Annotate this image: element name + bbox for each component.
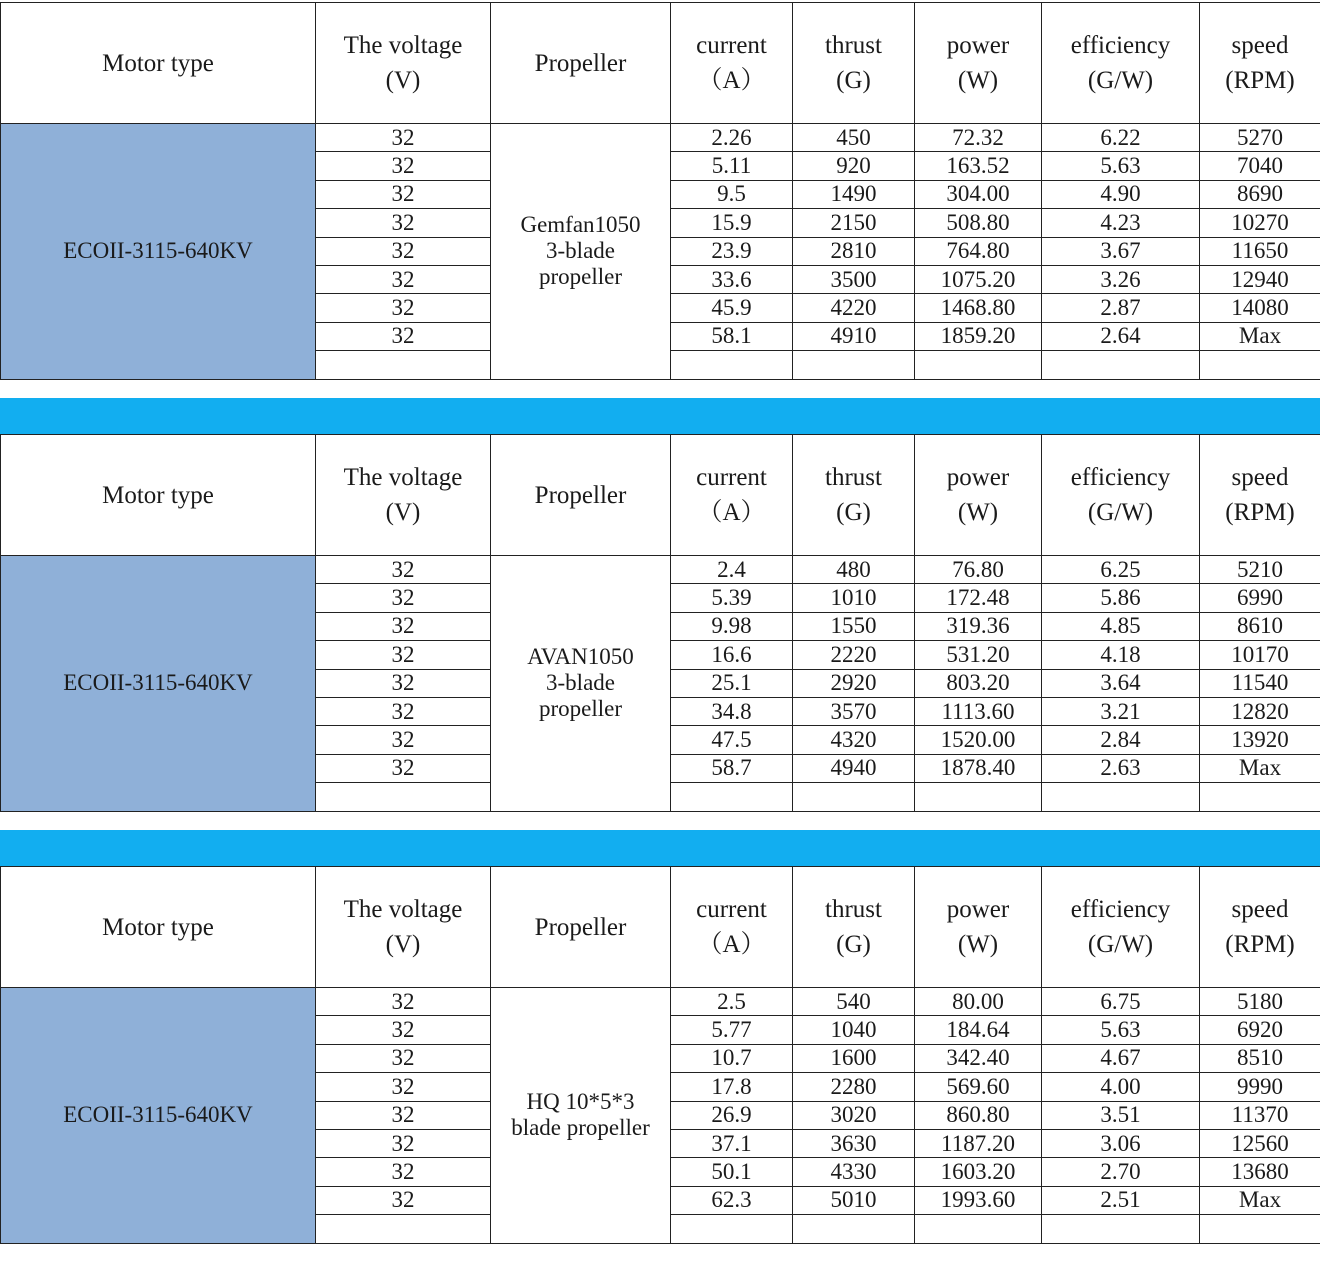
cell-line: speed xyxy=(1231,896,1289,923)
voltage-cell: 32 xyxy=(316,988,491,1016)
cell-line: (V) xyxy=(385,499,421,526)
efficiency-cell: 4.67 xyxy=(1042,1044,1200,1072)
voltage-cell: 32 xyxy=(316,322,491,350)
voltage-cell: 32 xyxy=(316,1186,491,1214)
voltage-cell: 32 xyxy=(316,556,491,584)
cell-line: speed xyxy=(1231,464,1289,491)
cell-line: thrust xyxy=(825,32,882,59)
current-cell: 2.4 xyxy=(671,556,793,584)
cell-line: (G/W) xyxy=(1087,499,1154,526)
thrust-cell: 2220 xyxy=(793,641,915,669)
cell-line: (V) xyxy=(385,67,421,94)
thrust-cell: 4910 xyxy=(793,322,915,350)
current-cell: 58.1 xyxy=(671,322,793,350)
cell-line: 3-blade xyxy=(546,238,615,264)
efficiency-cell: 6.25 xyxy=(1042,556,1200,584)
thrust-cell: 1550 xyxy=(793,612,915,640)
current-cell: 26.9 xyxy=(671,1101,793,1129)
cell-line: (W) xyxy=(957,499,999,526)
power-cell: 184.64 xyxy=(915,1016,1042,1044)
speed-cell xyxy=(1200,351,1320,379)
power-cell: 1878.40 xyxy=(915,754,1042,782)
speed-cell: 8610 xyxy=(1200,612,1320,640)
current-cell: 37.1 xyxy=(671,1129,793,1157)
thrust-cell: 4330 xyxy=(793,1158,915,1186)
cell-line: thrust xyxy=(825,896,882,923)
power-cell xyxy=(915,1215,1042,1243)
voltage-cell xyxy=(316,351,491,379)
voltage-cell: 32 xyxy=(316,1073,491,1101)
voltage-cell: 32 xyxy=(316,152,491,180)
power-cell: 1859.20 xyxy=(915,322,1042,350)
power-header xyxy=(915,867,1042,988)
speed-cell: Max xyxy=(1200,1186,1320,1214)
test-table xyxy=(0,434,1320,812)
efficiency-cell: 4.85 xyxy=(1042,612,1200,640)
efficiency-cell: 2.70 xyxy=(1042,1158,1200,1186)
efficiency-cell: 3.67 xyxy=(1042,237,1200,265)
current-cell: 15.9 xyxy=(671,209,793,237)
efficiency-cell xyxy=(1042,783,1200,811)
efficiency-cell: 5.63 xyxy=(1042,1016,1200,1044)
efficiency-cell: 4.90 xyxy=(1042,180,1200,208)
current-cell xyxy=(671,783,793,811)
thrust-cell: 3020 xyxy=(793,1101,915,1129)
power-cell: 1075.20 xyxy=(915,265,1042,293)
thrust-cell: 480 xyxy=(793,556,915,584)
current-cell: 5.77 xyxy=(671,1016,793,1044)
voltage-cell: 32 xyxy=(316,641,491,669)
current-cell xyxy=(671,351,793,379)
speed-cell: 12820 xyxy=(1200,697,1320,725)
cell-line: current xyxy=(696,464,767,491)
current-cell: 10.7 xyxy=(671,1044,793,1072)
power-cell: 172.48 xyxy=(915,584,1042,612)
efficiency-cell: 2.51 xyxy=(1042,1186,1200,1214)
efficiency-cell xyxy=(1042,1215,1200,1243)
cell-line: (RPM) xyxy=(1225,931,1295,958)
propeller-cell xyxy=(491,556,671,812)
motor-type-header: Motor type xyxy=(1,3,316,124)
voltage-cell: 32 xyxy=(316,612,491,640)
speed-cell: 11540 xyxy=(1200,669,1320,697)
current-cell xyxy=(671,1215,793,1243)
current-header xyxy=(671,867,793,988)
voltage-cell: 32 xyxy=(316,124,491,152)
cell-line: (G) xyxy=(836,931,871,958)
power-cell: 569.60 xyxy=(915,1073,1042,1101)
voltage-cell xyxy=(316,783,491,811)
current-cell: 50.1 xyxy=(671,1158,793,1186)
cell-line: HQ 10*5*3 xyxy=(526,1089,635,1115)
current-cell: 45.9 xyxy=(671,294,793,322)
cell-line: current xyxy=(696,32,767,59)
voltage-header xyxy=(316,867,491,988)
cell-line: power xyxy=(946,32,1010,59)
voltage-header xyxy=(316,435,491,556)
voltage-cell xyxy=(316,1215,491,1243)
voltage-cell: 32 xyxy=(316,754,491,782)
current-cell: 2.26 xyxy=(671,124,793,152)
speed-cell: 8510 xyxy=(1200,1044,1320,1072)
header-row xyxy=(1,867,1320,988)
efficiency-cell: 2.84 xyxy=(1042,726,1200,754)
cell-line: （A） xyxy=(697,499,766,526)
cell-line: （A） xyxy=(697,67,766,94)
thrust-cell: 1490 xyxy=(793,180,915,208)
cell-line: propeller xyxy=(538,264,622,290)
power-cell xyxy=(915,351,1042,379)
voltage-cell: 32 xyxy=(316,669,491,697)
power-cell: 764.80 xyxy=(915,237,1042,265)
power-cell: 1113.60 xyxy=(915,697,1042,725)
voltage-cell: 32 xyxy=(316,209,491,237)
section-separator xyxy=(0,830,1320,866)
voltage-cell: 32 xyxy=(316,584,491,612)
speed-cell: 10170 xyxy=(1200,641,1320,669)
current-cell: 9.98 xyxy=(671,612,793,640)
speed-header xyxy=(1200,435,1320,556)
efficiency-cell: 4.18 xyxy=(1042,641,1200,669)
efficiency-cell: 2.87 xyxy=(1042,294,1200,322)
cell-line: efficiency xyxy=(1070,32,1171,59)
speed-cell: 13680 xyxy=(1200,1158,1320,1186)
speed-cell: 6990 xyxy=(1200,584,1320,612)
efficiency-cell: 4.00 xyxy=(1042,1073,1200,1101)
test-table xyxy=(0,2,1320,380)
current-cell: 47.5 xyxy=(671,726,793,754)
cell-line: 3-blade xyxy=(546,670,615,696)
cell-line: (RPM) xyxy=(1225,499,1295,526)
speed-header xyxy=(1200,867,1320,988)
speed-cell: Max xyxy=(1200,322,1320,350)
thrust-cell xyxy=(793,1215,915,1243)
efficiency-header xyxy=(1042,435,1200,556)
speed-cell: 13920 xyxy=(1200,726,1320,754)
speed-cell: 11370 xyxy=(1200,1101,1320,1129)
current-cell: 34.8 xyxy=(671,697,793,725)
header-row xyxy=(1,3,1320,124)
cell-line: (G/W) xyxy=(1087,67,1154,94)
efficiency-cell: 3.64 xyxy=(1042,669,1200,697)
speed-header xyxy=(1200,3,1320,124)
thrust-cell: 1040 xyxy=(793,1016,915,1044)
cell-line: (V) xyxy=(385,931,421,958)
efficiency-cell: 4.23 xyxy=(1042,209,1200,237)
power-cell: 1187.20 xyxy=(915,1129,1042,1157)
thrust-cell: 3500 xyxy=(793,265,915,293)
power-cell: 72.32 xyxy=(915,124,1042,152)
efficiency-cell: 2.64 xyxy=(1042,322,1200,350)
power-cell: 163.52 xyxy=(915,152,1042,180)
thrust-cell: 540 xyxy=(793,988,915,1016)
cell-line: thrust xyxy=(825,464,882,491)
current-cell: 2.5 xyxy=(671,988,793,1016)
propeller-header: Propeller xyxy=(491,3,671,124)
power-cell: 860.80 xyxy=(915,1101,1042,1129)
cell-line: blade propeller xyxy=(511,1115,650,1141)
motor-type-header: Motor type xyxy=(1,435,316,556)
power-cell: 1603.20 xyxy=(915,1158,1042,1186)
efficiency-cell: 3.06 xyxy=(1042,1129,1200,1157)
table-row xyxy=(1,556,1320,584)
current-cell: 58.7 xyxy=(671,754,793,782)
thrust-cell: 1010 xyxy=(793,584,915,612)
cell-line: (W) xyxy=(957,931,999,958)
table-row xyxy=(1,988,1320,1016)
cell-line: (W) xyxy=(957,67,999,94)
speed-cell: 5270 xyxy=(1200,124,1320,152)
voltage-cell: 32 xyxy=(316,726,491,754)
speed-cell xyxy=(1200,783,1320,811)
speed-cell: 6920 xyxy=(1200,1016,1320,1044)
motor-type-header: Motor type xyxy=(1,867,316,988)
speed-cell: 10270 xyxy=(1200,209,1320,237)
cell-line: The voltage xyxy=(343,464,463,491)
cell-line: (RPM) xyxy=(1225,67,1295,94)
cell-line: current xyxy=(696,896,767,923)
voltage-cell: 32 xyxy=(316,294,491,322)
efficiency-cell: 5.86 xyxy=(1042,584,1200,612)
current-cell: 23.9 xyxy=(671,237,793,265)
power-header xyxy=(915,435,1042,556)
power-cell: 342.40 xyxy=(915,1044,1042,1072)
motor-type-cell: ECOII-3115-640KV xyxy=(1,556,316,812)
voltage-header xyxy=(316,3,491,124)
cell-line: (G) xyxy=(836,67,871,94)
propeller-header: Propeller xyxy=(491,435,671,556)
thrust-cell: 3630 xyxy=(793,1129,915,1157)
voltage-cell: 32 xyxy=(316,1101,491,1129)
thrust-cell: 3570 xyxy=(793,697,915,725)
current-cell: 25.1 xyxy=(671,669,793,697)
current-cell: 33.6 xyxy=(671,265,793,293)
cell-line: efficiency xyxy=(1070,896,1171,923)
voltage-cell: 32 xyxy=(316,180,491,208)
propeller-cell xyxy=(491,988,671,1244)
speed-cell xyxy=(1200,1215,1320,1243)
speed-cell: 7040 xyxy=(1200,152,1320,180)
voltage-cell: 32 xyxy=(316,1158,491,1186)
efficiency-cell: 3.21 xyxy=(1042,697,1200,725)
efficiency-cell: 2.63 xyxy=(1042,754,1200,782)
efficiency-header xyxy=(1042,867,1200,988)
speed-cell: 12940 xyxy=(1200,265,1320,293)
thrust-header xyxy=(793,3,915,124)
current-cell: 17.8 xyxy=(671,1073,793,1101)
current-cell: 16.6 xyxy=(671,641,793,669)
voltage-cell: 32 xyxy=(316,697,491,725)
thrust-cell: 5010 xyxy=(793,1186,915,1214)
thrust-cell: 2920 xyxy=(793,669,915,697)
thrust-cell: 2150 xyxy=(793,209,915,237)
current-cell: 62.3 xyxy=(671,1186,793,1214)
cell-line: (G) xyxy=(836,499,871,526)
power-cell: 1520.00 xyxy=(915,726,1042,754)
header-row xyxy=(1,435,1320,556)
thrust-cell: 2810 xyxy=(793,237,915,265)
efficiency-header xyxy=(1042,3,1200,124)
efficiency-cell: 6.22 xyxy=(1042,124,1200,152)
voltage-cell: 32 xyxy=(316,1016,491,1044)
thrust-cell: 4940 xyxy=(793,754,915,782)
cell-line: speed xyxy=(1231,32,1289,59)
speed-cell: 11650 xyxy=(1200,237,1320,265)
power-cell: 1468.80 xyxy=(915,294,1042,322)
power-cell: 803.20 xyxy=(915,669,1042,697)
current-cell: 9.5 xyxy=(671,180,793,208)
speed-cell: 8690 xyxy=(1200,180,1320,208)
motor-type-cell: ECOII-3115-640KV xyxy=(1,124,316,380)
thrust-header xyxy=(793,867,915,988)
propeller-cell xyxy=(491,124,671,380)
thrust-cell: 450 xyxy=(793,124,915,152)
thrust-cell: 4220 xyxy=(793,294,915,322)
table-row xyxy=(1,124,1320,152)
cell-line: The voltage xyxy=(343,896,463,923)
efficiency-cell: 3.51 xyxy=(1042,1101,1200,1129)
speed-cell: 12560 xyxy=(1200,1129,1320,1157)
cell-line: (G/W) xyxy=(1087,931,1154,958)
speed-cell: 5180 xyxy=(1200,988,1320,1016)
thrust-cell xyxy=(793,351,915,379)
thrust-cell: 2280 xyxy=(793,1073,915,1101)
current-cell: 5.39 xyxy=(671,584,793,612)
power-cell: 76.80 xyxy=(915,556,1042,584)
cell-line: power xyxy=(946,896,1010,923)
propeller-header: Propeller xyxy=(491,867,671,988)
cell-line: The voltage xyxy=(343,32,463,59)
current-header xyxy=(671,3,793,124)
thrust-cell: 4320 xyxy=(793,726,915,754)
cell-line: （A） xyxy=(697,931,766,958)
thrust-header xyxy=(793,435,915,556)
speed-cell: 9990 xyxy=(1200,1073,1320,1101)
voltage-cell: 32 xyxy=(316,1129,491,1157)
voltage-cell: 32 xyxy=(316,237,491,265)
power-cell: 531.20 xyxy=(915,641,1042,669)
thrust-cell: 1600 xyxy=(793,1044,915,1072)
section-separator xyxy=(0,398,1320,434)
speed-cell: Max xyxy=(1200,754,1320,782)
efficiency-cell xyxy=(1042,351,1200,379)
power-cell: 508.80 xyxy=(915,209,1042,237)
efficiency-cell: 5.63 xyxy=(1042,152,1200,180)
thrust-cell xyxy=(793,783,915,811)
voltage-cell: 32 xyxy=(316,265,491,293)
power-cell: 80.00 xyxy=(915,988,1042,1016)
cell-line: AVAN1050 xyxy=(527,644,634,670)
power-cell: 1993.60 xyxy=(915,1186,1042,1214)
thrust-cell: 920 xyxy=(793,152,915,180)
current-header xyxy=(671,435,793,556)
cell-line: propeller xyxy=(538,696,622,722)
efficiency-cell: 6.75 xyxy=(1042,988,1200,1016)
speed-cell: 14080 xyxy=(1200,294,1320,322)
motor-type-cell: ECOII-3115-640KV xyxy=(1,988,316,1244)
power-header xyxy=(915,3,1042,124)
speed-cell: 5210 xyxy=(1200,556,1320,584)
cell-line: efficiency xyxy=(1070,464,1171,491)
power-cell xyxy=(915,783,1042,811)
efficiency-cell: 3.26 xyxy=(1042,265,1200,293)
cell-line: power xyxy=(946,464,1010,491)
voltage-cell: 32 xyxy=(316,1044,491,1072)
cell-line: Gemfan1050 xyxy=(520,212,641,238)
test-table xyxy=(0,866,1320,1244)
power-cell: 304.00 xyxy=(915,180,1042,208)
current-cell: 5.11 xyxy=(671,152,793,180)
power-cell: 319.36 xyxy=(915,612,1042,640)
